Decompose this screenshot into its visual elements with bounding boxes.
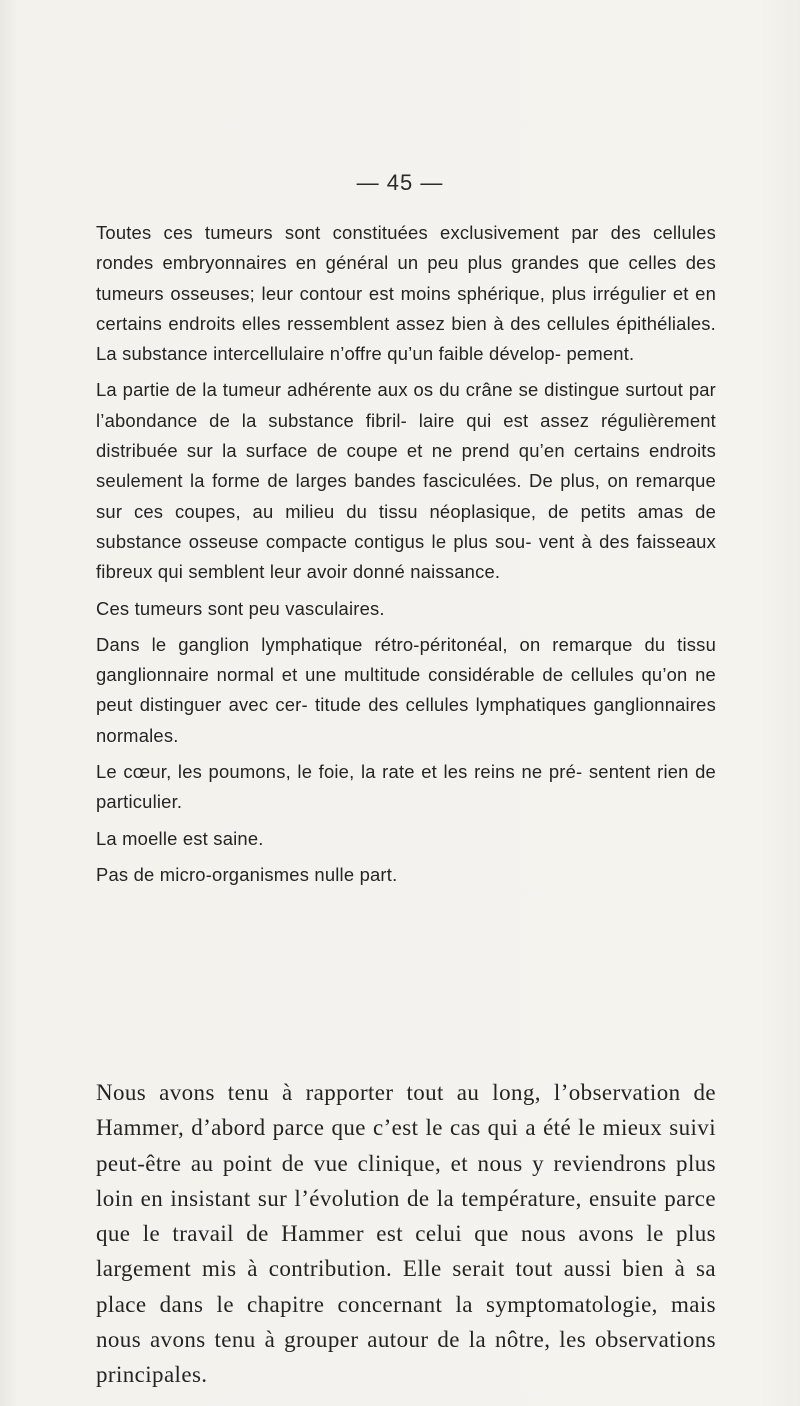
paragraph-vascularity: Ces tumeurs sont peu vasculaires. bbox=[96, 597, 385, 619]
large-print-body bbox=[96, 1075, 716, 1393]
paragraph-hammer-observation: Nous avons tenu à rapporter tout au long, l’observation de Hammer, d’abord parce que c’est le cas qui a été le mieux suivi peut-être au point de vue clinique, et nous y reviendrons plus loin en insistant sur l’évolution de la température, ensuite parce que le travail de Hammer est celui que nous avons le plus largement mis à contribution. Elle serait tout aussi bien à sa place dans le chapitre concernant la symptomatologie, mais nous avons tenu à grouper autour de la nôtre, les observations principales. bbox=[96, 1080, 716, 1388]
small-print-body bbox=[96, 218, 716, 890]
paragraph-cell-description: Toutes ces tumeurs sont constituées exclusivement par des cellules rondes embryonnaires en général un peu plus grandes que celles des tumeurs osseuses; leur contour est moins sphérique, plus irrégulier et en certains endroits elles ressemblent assez bien à des cellules épithéliales. La substance intercellulaire n’offre qu’un faible dévelop- pement. bbox=[96, 222, 716, 365]
paragraph-marrow: La moelle est saine. bbox=[96, 827, 264, 849]
paragraph-organs: Le cœur, les poumons, le foie, la rate et les reins ne pré- sentent rien de particulier. bbox=[96, 761, 716, 813]
page-number: — 45 — bbox=[356, 170, 444, 195]
paragraph-microorganisms: Pas de micro-organismes nulle part. bbox=[96, 863, 398, 885]
paragraph-skull-tumor: La partie de la tumeur adhérente aux os du crâne se distingue surtout par l’abondance de la substance fibril- laire qui est assez régulièrement distribuée sur la surface de coupe et ne prend qu’en certains endroits seulement la forme de larges bandes fasciculées. De plus, on remarque sur ces coupes, au milieu du tissu néoplasique, de petits amas de substance osseuse compacte contigus le plus sou- vent à des faisseaux fibreux qui semblent leur avoir donné naissance. bbox=[96, 379, 716, 583]
paragraph-lymph-node: Dans le ganglion lymphatique rétro-péritonéal, on remarque du tissu ganglionnaire normal et une multitude considérable de cellules qu’on ne peut distinguer avec cer- titude des cellules lymphatiques ganglionnaires normales. bbox=[96, 633, 716, 746]
